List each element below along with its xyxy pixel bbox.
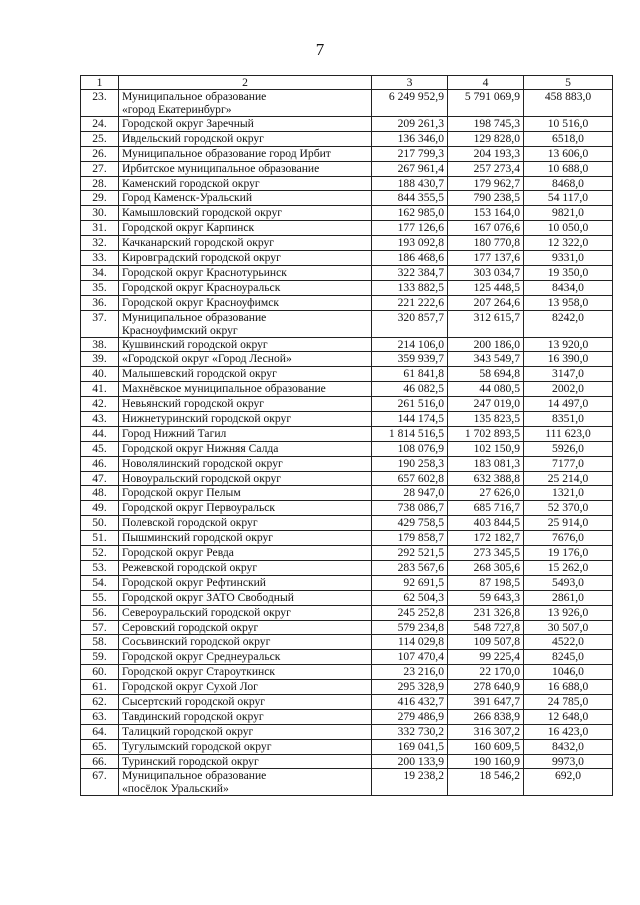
row-number-cell: 66. — [81, 754, 119, 769]
municipality-name-cell: Городской округ Краснотурьинск — [119, 265, 372, 280]
column-3-value-cell: 221 222,6 — [372, 295, 448, 310]
column-3-value-cell: 62 504,3 — [372, 590, 448, 605]
column-5-value-cell: 458 883,0 — [524, 90, 613, 117]
municipality-name-cell: Ирбитское муниципальное образование — [119, 161, 372, 176]
municipality-name-line: Муниципальное образование — [122, 769, 267, 783]
column-4-value-cell: 135 823,5 — [448, 412, 524, 427]
table-row — [81, 739, 613, 754]
table-row — [81, 694, 613, 709]
table-row — [81, 310, 613, 337]
municipality-name-cell — [119, 769, 372, 796]
municipality-name-cell: Тавдинский городской округ — [119, 709, 372, 724]
column-4-value-cell: 685 716,7 — [448, 501, 524, 516]
row-number-cell: 65. — [81, 739, 119, 754]
column-3-value-cell: 283 567,6 — [372, 560, 448, 575]
municipality-name-cell: Городской округ Рефтинский — [119, 575, 372, 590]
column-5-value-cell: 25 214,0 — [524, 471, 613, 486]
table-row — [81, 295, 613, 310]
table-row — [81, 131, 613, 146]
row-number-cell: 50. — [81, 516, 119, 531]
column-3-value-cell: 579 234,8 — [372, 620, 448, 635]
table-row — [81, 265, 613, 280]
table-row — [81, 251, 613, 266]
column-3-value-cell: 186 468,6 — [372, 251, 448, 266]
column-5-value-cell: 16 688,0 — [524, 680, 613, 695]
column-5-value-cell: 5493,0 — [524, 575, 613, 590]
column-4-value-cell: 204 193,3 — [448, 146, 524, 161]
column-3-value-cell: 107 470,4 — [372, 650, 448, 665]
column-3-value-cell: 144 174,5 — [372, 412, 448, 427]
column-4-value-cell: 231 326,8 — [448, 605, 524, 620]
table-row — [81, 546, 613, 561]
column-5-value-cell: 10 516,0 — [524, 117, 613, 132]
column-4-value-cell: 22 170,0 — [448, 665, 524, 680]
row-number-cell: 32. — [81, 236, 119, 251]
column-3-value-cell: 190 258,3 — [372, 456, 448, 471]
column-3-value-cell: 292 521,5 — [372, 546, 448, 561]
column-3-value-cell: 6 249 952,9 — [372, 90, 448, 117]
row-number-cell: 34. — [81, 265, 119, 280]
municipality-name-cell: Полевской городской округ — [119, 516, 372, 531]
column-4-value-cell: 5 791 069,9 — [448, 90, 524, 117]
column-3-value-cell: 844 355,5 — [372, 191, 448, 206]
municipality-name-cell: Муниципальное образование город Ирбит — [119, 146, 372, 161]
row-number-cell: 51. — [81, 531, 119, 546]
row-number-cell: 39. — [81, 352, 119, 367]
column-3-value-cell: 169 041,5 — [372, 739, 448, 754]
row-number-cell: 62. — [81, 694, 119, 709]
municipality-name-cell: Режевской городской округ — [119, 560, 372, 575]
column-4-value-cell: 177 137,6 — [448, 251, 524, 266]
row-number-cell: 25. — [81, 131, 119, 146]
municipality-name-cell: Сосьвинский городской округ — [119, 635, 372, 650]
column-5-value-cell: 13 958,0 — [524, 295, 613, 310]
column-5-value-cell: 16 390,0 — [524, 352, 613, 367]
column-3-value-cell: 23 216,0 — [372, 665, 448, 680]
column-5-value-cell: 14 497,0 — [524, 397, 613, 412]
municipality-name-cell: Кушвинский городской округ — [119, 337, 372, 352]
column-4-value-cell: 790 238,5 — [448, 191, 524, 206]
municipality-name-cell: Городской округ Староуткинск — [119, 665, 372, 680]
column-5-value-cell: 24 785,0 — [524, 694, 613, 709]
municipality-name-line: Красноуфимский округ — [122, 323, 238, 337]
row-number-cell: 35. — [81, 280, 119, 295]
municipality-name-cell: Туринский городской округ — [119, 754, 372, 769]
column-header: 3 — [372, 76, 448, 90]
column-3-value-cell: 267 961,4 — [372, 161, 448, 176]
column-4-value-cell: 172 182,7 — [448, 531, 524, 546]
column-3-value-cell: 416 432,7 — [372, 694, 448, 709]
column-5-value-cell: 16 423,0 — [524, 724, 613, 739]
row-number-cell: 38. — [81, 337, 119, 352]
column-4-value-cell: 391 647,7 — [448, 694, 524, 709]
municipality-name-cell: Малышевский городской округ — [119, 367, 372, 382]
column-5-value-cell: 8468,0 — [524, 176, 613, 191]
column-5-value-cell: 7676,0 — [524, 531, 613, 546]
column-3-value-cell: 114 029,8 — [372, 635, 448, 650]
table-row — [81, 650, 613, 665]
column-5-value-cell: 52 370,0 — [524, 501, 613, 516]
column-5-value-cell: 10 050,0 — [524, 221, 613, 236]
column-5-value-cell: 19 176,0 — [524, 546, 613, 561]
column-3-value-cell: 209 261,3 — [372, 117, 448, 132]
row-number-cell: 52. — [81, 546, 119, 561]
table-row — [81, 397, 613, 412]
column-3-value-cell: 46 082,5 — [372, 382, 448, 397]
municipality-name-cell: Город Нижний Тагил — [119, 426, 372, 441]
column-4-value-cell: 183 081,3 — [448, 456, 524, 471]
column-4-value-cell: 343 549,7 — [448, 352, 524, 367]
row-number-cell: 67. — [81, 769, 119, 796]
column-5-value-cell: 7177,0 — [524, 456, 613, 471]
table-row — [81, 382, 613, 397]
column-5-value-cell: 9821,0 — [524, 206, 613, 221]
column-3-value-cell: 61 841,8 — [372, 367, 448, 382]
row-number-cell: 41. — [81, 382, 119, 397]
table-row — [81, 665, 613, 680]
table-row — [81, 367, 613, 382]
row-number-cell: 47. — [81, 471, 119, 486]
row-number-cell: 59. — [81, 650, 119, 665]
column-4-value-cell: 316 307,2 — [448, 724, 524, 739]
municipality-name-cell: Городской округ ЗАТО Свободный — [119, 590, 372, 605]
municipality-name-cell: Североуральский городской округ — [119, 605, 372, 620]
column-3-value-cell: 200 133,9 — [372, 754, 448, 769]
column-5-value-cell: 1321,0 — [524, 486, 613, 501]
municipality-name-cell: Городской округ Красноуфимск — [119, 295, 372, 310]
table-row — [81, 560, 613, 575]
row-number-cell: 64. — [81, 724, 119, 739]
column-5-value-cell: 3147,0 — [524, 367, 613, 382]
table-row — [81, 352, 613, 367]
column-4-value-cell: 198 745,3 — [448, 117, 524, 132]
column-3-value-cell: 188 430,7 — [372, 176, 448, 191]
column-3-value-cell: 320 857,7 — [372, 310, 448, 337]
column-3-value-cell: 738 086,7 — [372, 501, 448, 516]
row-number-cell: 63. — [81, 709, 119, 724]
table-row — [81, 680, 613, 695]
column-header: 2 — [119, 76, 372, 90]
row-number-cell: 29. — [81, 191, 119, 206]
budget-table — [80, 75, 613, 796]
table-row — [81, 769, 613, 796]
column-3-value-cell: 177 126,6 — [372, 221, 448, 236]
table-row — [81, 471, 613, 486]
column-4-value-cell: 87 198,5 — [448, 575, 524, 590]
row-number-cell: 31. — [81, 221, 119, 236]
column-4-value-cell: 303 034,7 — [448, 265, 524, 280]
row-number-cell: 40. — [81, 367, 119, 382]
row-number-cell: 28. — [81, 176, 119, 191]
column-4-value-cell: 268 305,6 — [448, 560, 524, 575]
municipality-name-cell: Каменский городской округ — [119, 176, 372, 191]
table-row — [81, 176, 613, 191]
column-3-value-cell: 322 384,7 — [372, 265, 448, 280]
column-5-value-cell: 12 648,0 — [524, 709, 613, 724]
column-4-value-cell: 207 264,6 — [448, 295, 524, 310]
table-row — [81, 575, 613, 590]
row-number-cell: 58. — [81, 635, 119, 650]
municipality-name-cell: Нижнетуринский городской округ — [119, 412, 372, 427]
column-4-value-cell: 179 962,7 — [448, 176, 524, 191]
municipality-name-cell: Городской округ Заречный — [119, 117, 372, 132]
row-number-cell: 46. — [81, 456, 119, 471]
column-4-value-cell: 59 643,3 — [448, 590, 524, 605]
table-body — [81, 90, 613, 796]
table-row — [81, 605, 613, 620]
municipality-name-cell: Городской округ Красноуральск — [119, 280, 372, 295]
row-number-cell: 37. — [81, 310, 119, 337]
column-5-value-cell: 692,0 — [524, 769, 613, 796]
column-3-value-cell: 359 939,7 — [372, 352, 448, 367]
table-row — [81, 635, 613, 650]
table-row — [81, 456, 613, 471]
municipality-name-line: «посёлок Уральский» — [122, 782, 229, 796]
row-number-cell: 53. — [81, 560, 119, 575]
column-4-value-cell: 403 844,5 — [448, 516, 524, 531]
municipality-name-line: «город Екатеринбург» — [122, 103, 232, 116]
table-row — [81, 90, 613, 117]
column-4-value-cell: 109 507,8 — [448, 635, 524, 650]
row-number-cell: 26. — [81, 146, 119, 161]
column-4-value-cell: 125 448,5 — [448, 280, 524, 295]
row-number-cell: 27. — [81, 161, 119, 176]
municipality-name-cell: Городской округ Нижняя Салда — [119, 441, 372, 456]
municipality-name-cell — [119, 90, 372, 117]
municipality-name-cell: Городской округ Первоуральск — [119, 501, 372, 516]
municipality-name-cell: Городской округ Карпинск — [119, 221, 372, 236]
column-3-value-cell: 108 076,9 — [372, 441, 448, 456]
table-row — [81, 117, 613, 132]
column-4-value-cell: 129 828,0 — [448, 131, 524, 146]
column-3-value-cell: 245 252,8 — [372, 605, 448, 620]
table-row — [81, 161, 613, 176]
column-4-value-cell: 18 546,2 — [448, 769, 524, 796]
municipality-name-cell: Пышминский городской округ — [119, 531, 372, 546]
row-number-cell: 54. — [81, 575, 119, 590]
column-5-value-cell: 1046,0 — [524, 665, 613, 680]
table-row — [81, 501, 613, 516]
municipality-name-line: Муниципальное образование — [122, 310, 267, 324]
table-row — [81, 412, 613, 427]
column-4-value-cell: 160 609,5 — [448, 739, 524, 754]
row-number-cell: 48. — [81, 486, 119, 501]
table-row — [81, 441, 613, 456]
row-number-cell: 44. — [81, 426, 119, 441]
column-3-value-cell: 19 238,2 — [372, 769, 448, 796]
row-number-cell: 24. — [81, 117, 119, 132]
column-5-value-cell: 13 926,0 — [524, 605, 613, 620]
column-4-value-cell: 278 640,9 — [448, 680, 524, 695]
municipality-name-cell: Городской округ Сухой Лог — [119, 680, 372, 695]
column-header: 5 — [524, 76, 613, 90]
column-header: 1 — [81, 76, 119, 90]
table-row — [81, 724, 613, 739]
table-header-row — [81, 76, 613, 90]
municipality-name-line: Муниципальное образование — [122, 90, 267, 103]
column-4-value-cell: 312 615,7 — [448, 310, 524, 337]
column-4-value-cell: 180 770,8 — [448, 236, 524, 251]
column-5-value-cell: 13 606,0 — [524, 146, 613, 161]
column-5-value-cell: 19 350,0 — [524, 265, 613, 280]
table-row — [81, 236, 613, 251]
municipality-name-cell: Новоуральский городской округ — [119, 471, 372, 486]
column-5-value-cell: 5926,0 — [524, 441, 613, 456]
table-row — [81, 191, 613, 206]
column-4-value-cell: 632 388,8 — [448, 471, 524, 486]
column-4-value-cell: 266 838,9 — [448, 709, 524, 724]
column-3-value-cell: 261 516,0 — [372, 397, 448, 412]
column-3-value-cell: 28 947,0 — [372, 486, 448, 501]
row-number-cell: 23. — [81, 90, 119, 117]
municipality-name-cell: Серовский городской округ — [119, 620, 372, 635]
column-5-value-cell: 6518,0 — [524, 131, 613, 146]
column-5-value-cell: 8351,0 — [524, 412, 613, 427]
column-5-value-cell: 2002,0 — [524, 382, 613, 397]
municipality-name-cell: Талицкий городской округ — [119, 724, 372, 739]
municipality-name-cell — [119, 310, 372, 337]
column-4-value-cell: 44 080,5 — [448, 382, 524, 397]
column-3-value-cell: 1 814 516,5 — [372, 426, 448, 441]
row-number-cell: 49. — [81, 501, 119, 516]
column-5-value-cell: 25 914,0 — [524, 516, 613, 531]
column-4-value-cell: 548 727,8 — [448, 620, 524, 635]
row-number-cell: 43. — [81, 412, 119, 427]
column-3-value-cell: 136 346,0 — [372, 131, 448, 146]
column-3-value-cell: 279 486,9 — [372, 709, 448, 724]
column-5-value-cell: 8245,0 — [524, 650, 613, 665]
column-4-value-cell: 99 225,4 — [448, 650, 524, 665]
column-3-value-cell: 193 092,8 — [372, 236, 448, 251]
municipality-name-cell: Сысертский городской округ — [119, 694, 372, 709]
column-4-value-cell: 1 702 893,5 — [448, 426, 524, 441]
column-4-value-cell: 200 186,0 — [448, 337, 524, 352]
column-5-value-cell: 15 262,0 — [524, 560, 613, 575]
column-4-value-cell: 167 076,6 — [448, 221, 524, 236]
column-3-value-cell: 332 730,2 — [372, 724, 448, 739]
row-number-cell: 33. — [81, 251, 119, 266]
municipality-name-cell: «Городской округ «Город Лесной» — [119, 352, 372, 367]
municipality-name-cell: Ивдельский городской округ — [119, 131, 372, 146]
column-3-value-cell: 295 328,9 — [372, 680, 448, 695]
column-3-value-cell: 657 602,8 — [372, 471, 448, 486]
table-row — [81, 206, 613, 221]
column-5-value-cell: 4522,0 — [524, 635, 613, 650]
column-4-value-cell: 247 019,0 — [448, 397, 524, 412]
table-row — [81, 426, 613, 441]
column-5-value-cell: 12 322,0 — [524, 236, 613, 251]
page-number: 7 — [315, 40, 325, 59]
column-4-value-cell: 27 626,0 — [448, 486, 524, 501]
row-number-cell: 30. — [81, 206, 119, 221]
row-number-cell: 56. — [81, 605, 119, 620]
column-3-value-cell: 92 691,5 — [372, 575, 448, 590]
row-number-cell: 45. — [81, 441, 119, 456]
table-row — [81, 146, 613, 161]
row-number-cell: 61. — [81, 680, 119, 695]
column-3-value-cell: 429 758,5 — [372, 516, 448, 531]
municipality-name-cell: Городской округ Среднеуральск — [119, 650, 372, 665]
table-row — [81, 221, 613, 236]
column-4-value-cell: 102 150,9 — [448, 441, 524, 456]
table-row — [81, 516, 613, 531]
column-5-value-cell: 9331,0 — [524, 251, 613, 266]
column-5-value-cell: 8432,0 — [524, 739, 613, 754]
municipality-name-cell: Городской округ Пелым — [119, 486, 372, 501]
column-5-value-cell: 8434,0 — [524, 280, 613, 295]
column-4-value-cell: 58 694,8 — [448, 367, 524, 382]
municipality-name-cell: Город Каменск-Уральский — [119, 191, 372, 206]
table-row — [81, 280, 613, 295]
municipality-name-cell: Тугулымский городской округ — [119, 739, 372, 754]
municipality-name-cell: Качканарский городской округ — [119, 236, 372, 251]
table-row — [81, 754, 613, 769]
row-number-cell: 57. — [81, 620, 119, 635]
column-5-value-cell: 30 507,0 — [524, 620, 613, 635]
municipality-name-cell: Городской округ Ревда — [119, 546, 372, 561]
row-number-cell: 36. — [81, 295, 119, 310]
table-row — [81, 709, 613, 724]
column-3-value-cell: 162 985,0 — [372, 206, 448, 221]
municipality-name-cell: Кировградский городской округ — [119, 251, 372, 266]
column-4-value-cell: 257 273,4 — [448, 161, 524, 176]
column-header: 4 — [448, 76, 524, 90]
municipality-name-cell: Махнёвское муниципальное образование — [119, 382, 372, 397]
row-number-cell: 55. — [81, 590, 119, 605]
municipality-name-cell: Новолялинский городской округ — [119, 456, 372, 471]
table-row — [81, 620, 613, 635]
column-3-value-cell: 217 799,3 — [372, 146, 448, 161]
column-4-value-cell: 273 345,5 — [448, 546, 524, 561]
column-4-value-cell: 190 160,9 — [448, 754, 524, 769]
column-5-value-cell: 9973,0 — [524, 754, 613, 769]
row-number-cell: 42. — [81, 397, 119, 412]
table-row — [81, 486, 613, 501]
column-3-value-cell: 214 106,0 — [372, 337, 448, 352]
column-5-value-cell: 8242,0 — [524, 310, 613, 337]
column-5-value-cell: 2861,0 — [524, 590, 613, 605]
column-4-value-cell: 153 164,0 — [448, 206, 524, 221]
municipality-name-cell: Невьянский городской округ — [119, 397, 372, 412]
table-row — [81, 531, 613, 546]
column-5-value-cell: 54 117,0 — [524, 191, 613, 206]
municipality-name-cell: Камышловский городской округ — [119, 206, 372, 221]
table-row — [81, 590, 613, 605]
column-3-value-cell: 133 882,5 — [372, 280, 448, 295]
column-5-value-cell: 13 920,0 — [524, 337, 613, 352]
row-number-cell: 60. — [81, 665, 119, 680]
column-5-value-cell: 10 688,0 — [524, 161, 613, 176]
column-3-value-cell: 179 858,7 — [372, 531, 448, 546]
column-5-value-cell: 111 623,0 — [524, 426, 613, 441]
table-row — [81, 337, 613, 352]
